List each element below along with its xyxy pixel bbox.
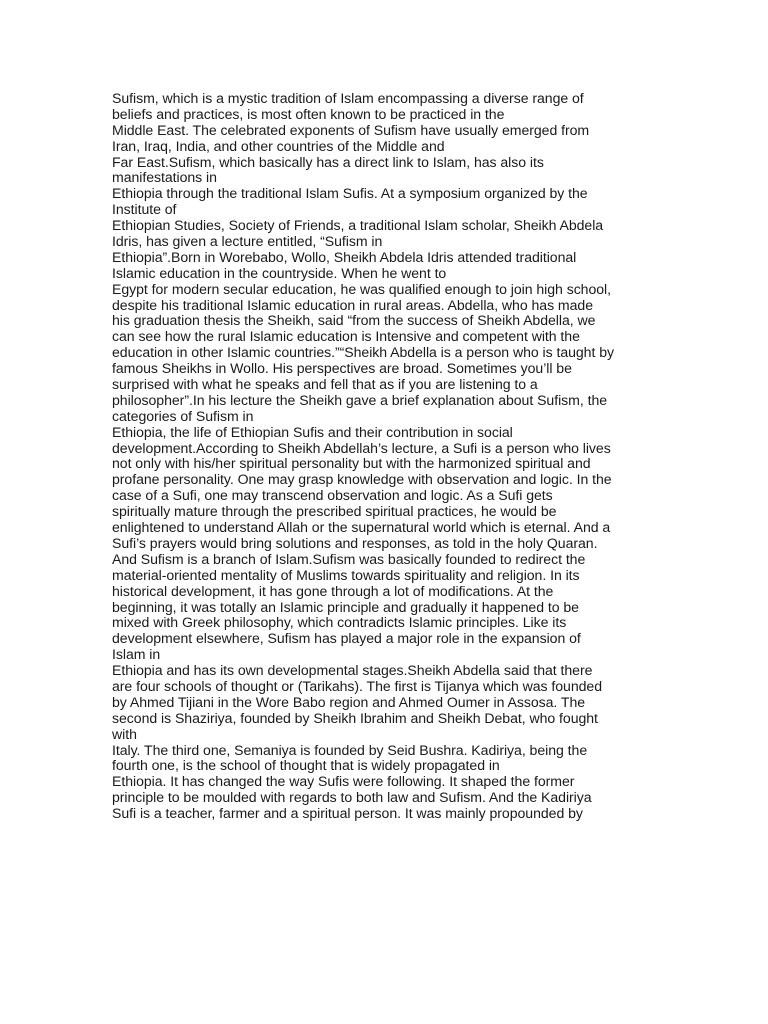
article-body [112, 91, 672, 822]
text-line: Ethiopia through the traditional Islam Sufis. At a symposium organized by the [112, 185, 588, 202]
text-line: famous Sheikhs in Wollo. His perspectives are broad. Sometimes you’ll be [112, 360, 572, 377]
text-line: Sufism, which is a mystic tradition of Islam encompassing a diverse range of [112, 90, 584, 106]
text-line: Ethiopia. It has changed the way Sufis were following. It shaped the former [112, 773, 575, 790]
text-line: philosopher”.In his lecture the Sheikh gave a brief explanation about Sufism, the [112, 391, 608, 408]
text-line: surprised with what he speaks and fell that as if you are listening to a [112, 376, 538, 393]
text-line: Ethiopian Studies, Society of Friends, a traditional Islam scholar, Sheikh Abdela [112, 217, 604, 234]
text-line: profane personality. One may grasp knowledge with observation and logic. In the [112, 471, 612, 488]
text-line: Islam in [112, 646, 161, 663]
text-line: Egypt for modern secular education, he was qualified enough to join high school, [112, 280, 611, 297]
text-line: manifestations in [112, 169, 217, 186]
text-line: categories of Sufism in [112, 407, 254, 424]
text-line: with [112, 725, 137, 742]
text-line: Iran, Iraq, India, and other countries of the Middle and [112, 137, 445, 154]
text-line: mixed with Greek philosophy, which contradicts Islamic principles. Like its [112, 614, 567, 631]
text-line: Ethiopia and has its own developmental stages.Sheikh Abdella said that there [112, 662, 593, 679]
text-line: his graduation thesis the Sheikh, said “from the success of Sheikh Abdella, we [112, 312, 596, 329]
text-line: Sufi’s prayers would bring solutions and responses, as told in the holy Quaran. [112, 534, 598, 551]
text-line: And Sufism is a branch of Islam.Sufism was basically founded to redirect the [112, 550, 586, 567]
text-line: principle to be moulded with regards to both law and Sufism. And the Kadiriya [112, 789, 592, 806]
text-line: Ethiopia, the life of Ethiopian Sufis and their contribution in social [112, 423, 513, 440]
text-line: Sufi is a teacher, farmer and a spiritual person. It was mainly propounded by [112, 805, 583, 822]
text-line: spiritually mature through the prescribed spiritual practices, he would be [112, 503, 557, 520]
text-line: by Ahmed Tijiani in the Wore Babo region and Ahmed Oumer in Assosa. The [112, 693, 586, 710]
text-line: Italy. The third one, Semaniya is founded by Seid Bushra. Kadiriya, being the [112, 741, 588, 758]
text-line: education in other Islamic countries.”“Sheikh Abdella is a person who is taught by [112, 344, 614, 361]
text-line: Far East.Sufism, which basically has a direct link to Islam, has also its [112, 153, 544, 170]
text-line: Middle East. The celebrated exponents of Sufism have usually emerged from [112, 121, 590, 138]
text-line: beginning, it was totally an Islamic principle and gradually it happened to be [112, 598, 579, 615]
text-line: second is Shaziriya, founded by Sheikh Ibrahim and Sheikh Debat, who fought [112, 709, 598, 726]
text-line: can see how the rural Islamic education is Intensive and competent with the [112, 328, 580, 345]
text-line: Islamic education in the countryside. When he went to [112, 264, 447, 281]
text-line: despite his traditional Islamic education in rural areas. Abdella, who has made [112, 296, 593, 313]
text-line: material-oriented mentality of Muslims towards spirituality and religion. In its [112, 566, 580, 583]
text-line: not only with his/her spiritual personality but with the harmonized spiritual and [112, 455, 591, 472]
text-line: enlightened to understand Allah or the supernatural world which is eternal. And a [112, 519, 611, 536]
text-line: case of a Sufi, one may transcend observation and logic. As a Sufi gets [112, 487, 553, 504]
text-line: historical development, it has gone through a lot of modifications. At the [112, 582, 554, 599]
text-line: Ethiopia”.Born in Worebabo, Wollo, Sheikh Abdela Idris attended traditional [112, 248, 577, 265]
text-line: development.According to Sheikh Abdellah’s lecture, a Sufi is a person who lives [112, 439, 611, 456]
text-line: are four schools of thought or (Tarikahs). The first is Tijanya which was founded [112, 677, 602, 694]
text-line: Idris, has given a lecture entitled, “Sufism in [112, 233, 383, 250]
text-line: development elsewhere, Sufism has played a major role in the expansion of [112, 630, 581, 647]
text-line: beliefs and practices, is most often known to be practiced in the [112, 105, 505, 122]
text-line: Institute of [112, 201, 177, 218]
text-line: fourth one, is the school of thought that is widely propagated in [112, 757, 500, 774]
